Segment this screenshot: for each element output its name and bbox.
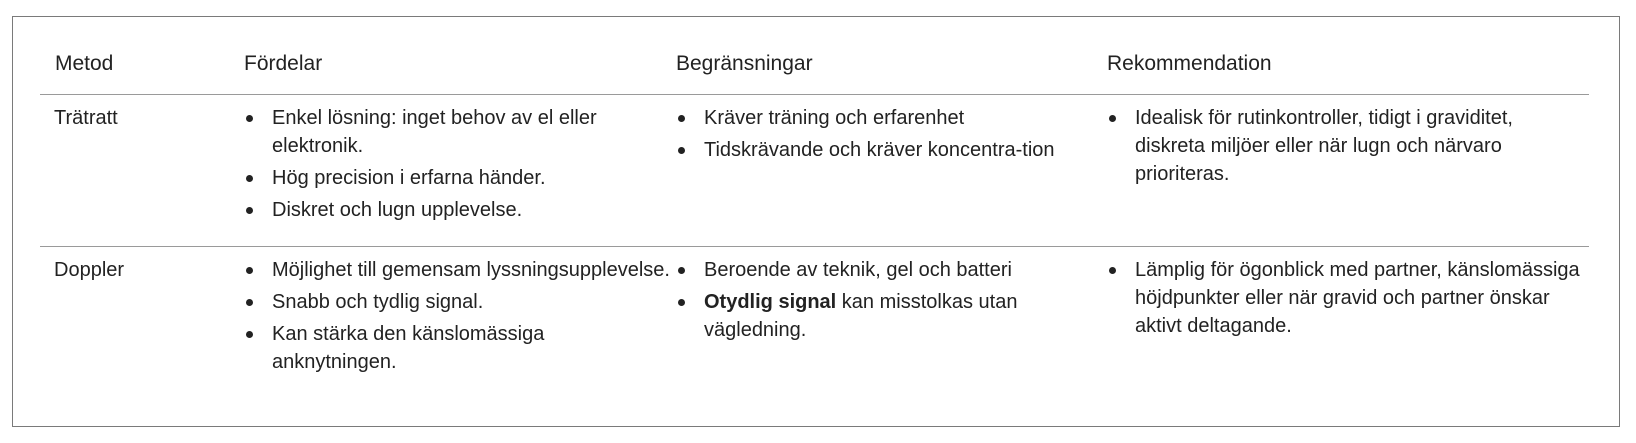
limitations-cell bbox=[676, 95, 1107, 246]
list-item: Lämplig för ögonblick med partner, känslomässiga höjdpunkter eller när gravid och partner önskar aktivt deltagande. bbox=[1107, 256, 1581, 340]
list-item: Enkel lösning: inget behov av el eller elektronik. bbox=[244, 104, 670, 160]
list-item bbox=[676, 288, 1099, 344]
list-item: Idealisk för rutinkontroller, tidigt i graviditet, diskreta miljöer eller när lugn och närvaro prioriteras. bbox=[1107, 104, 1581, 188]
limitations-list bbox=[676, 256, 1099, 344]
header-advantages: Fördelar bbox=[244, 52, 323, 75]
header-method: Metod bbox=[55, 52, 114, 75]
header-limitations: Begränsningar bbox=[676, 52, 813, 75]
table-header-row bbox=[40, 30, 1589, 95]
list-item: Hög precision i erfarna händer. bbox=[244, 164, 670, 192]
list-item-text: Kräver träning och erfarenhet bbox=[704, 107, 965, 129]
method-cell: Trätratt bbox=[54, 107, 118, 129]
list-item-text: Beroende av teknik, gel och batteri bbox=[704, 259, 1012, 281]
list-item-emphasis: Otydlig signal bbox=[704, 291, 837, 313]
recommendation-list bbox=[1107, 256, 1581, 340]
advantages-cell bbox=[244, 247, 676, 429]
table-row bbox=[40, 95, 1589, 247]
method-cell: Doppler bbox=[54, 259, 125, 281]
list-item bbox=[676, 136, 1099, 164]
comparison-table bbox=[40, 30, 1589, 429]
list-item-text: kan misstolkas utan vägledning. bbox=[704, 291, 1018, 341]
header-recommendation: Rekommendation bbox=[1107, 52, 1272, 75]
list-item-text: Tidskrävande och kräver koncentra-tion bbox=[704, 139, 1055, 161]
recommendation-cell bbox=[1107, 95, 1589, 246]
list-item: Möjlighet till gemensam lyssningsupplevelse. bbox=[244, 256, 670, 284]
list-item bbox=[676, 104, 1099, 132]
advantages-list bbox=[244, 256, 670, 376]
limitations-cell bbox=[676, 247, 1107, 429]
list-item: Diskret och lugn upplevelse. bbox=[244, 196, 670, 224]
list-item: Kan stärka den känslomässiga anknytningen. bbox=[244, 320, 670, 376]
list-item bbox=[676, 256, 1099, 284]
advantages-cell bbox=[244, 95, 676, 246]
table-row bbox=[40, 247, 1589, 429]
list-item: Snabb och tydlig signal. bbox=[244, 288, 670, 316]
limitations-list bbox=[676, 104, 1099, 164]
advantages-list bbox=[244, 104, 670, 224]
recommendation-list bbox=[1107, 104, 1581, 188]
recommendation-cell bbox=[1107, 247, 1589, 429]
